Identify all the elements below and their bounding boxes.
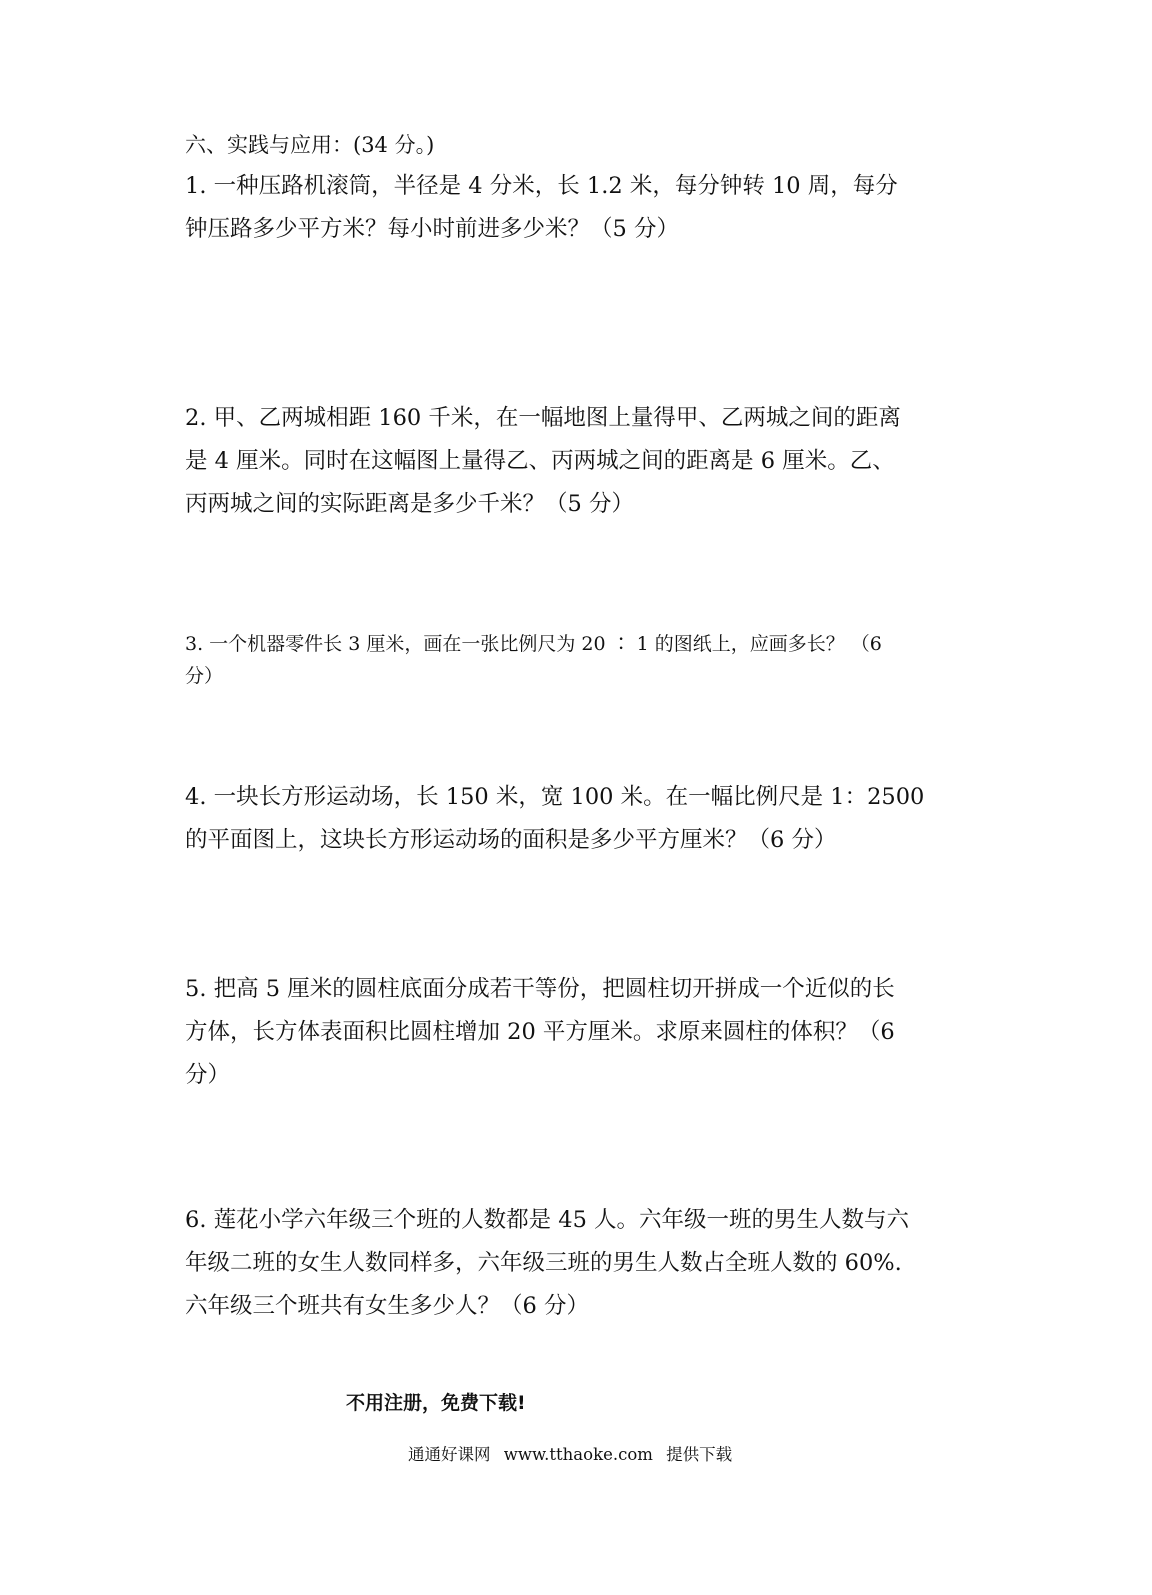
question-line: 6. 莲花小学六年级三个班的人数都是 45 人。六年级一班的男生人数与六 xyxy=(185,1207,910,1233)
question-line: 分） xyxy=(185,665,224,687)
question-line: 丙两城之间的实际距离是多少千米？（5 分） xyxy=(185,491,634,517)
free-download-note: 不用注册，免费下载! xyxy=(346,1392,526,1414)
question-line: 分） xyxy=(185,1062,231,1088)
question-line: 的平面图上，这块长方形运动场的面积是多少平方厘米？（6 分） xyxy=(185,827,837,853)
question-line: 1. 一种压路机滚筒，半径是 4 分米，长 1.2 米，每分钟转 10 周，每分 xyxy=(185,173,898,199)
section-title: 六、实践与应用：(34 分。) xyxy=(185,133,435,157)
question-line: 是 4 厘米。同时在这幅图上量得乙、丙两城之间的距离是 6 厘米。乙、 xyxy=(185,448,895,474)
footer-site-name: 通通好课网 xyxy=(408,1445,491,1464)
question-line: 3. 一个机器零件长 3 厘米，画在一张比例尺为 20 ∶ 1 的图纸上，应画多长？ （6 xyxy=(185,633,882,655)
question-line: 六年级三个班共有女生多少人？（6 分） xyxy=(185,1293,589,1319)
question-4 xyxy=(185,776,955,862)
question-5 xyxy=(185,968,955,1097)
question-line: 4. 一块长方形运动场，长 150 米，宽 100 米。在一幅比例尺是 1：2500 xyxy=(185,784,925,810)
section-heading xyxy=(185,131,955,159)
question-1 xyxy=(185,165,955,251)
question-line: 2. 甲、乙两城相距 160 千米，在一幅地图上量得甲、乙两城之间的距离 xyxy=(185,405,901,431)
question-2 xyxy=(185,397,955,526)
footer-suffix: 提供下载 xyxy=(666,1445,733,1464)
question-line: 年级二班的女生人数同样多，六年级三班的男生人数占全班人数的 60%. xyxy=(185,1250,902,1276)
footer-url-link[interactable]: www.tthaoke.com xyxy=(503,1445,653,1464)
question-3 xyxy=(185,628,955,692)
page-footer xyxy=(408,1443,732,1467)
question-line: 钟压路多少平方米？每小时前进多少米？（5 分） xyxy=(185,216,679,242)
question-line: 方体，长方体表面积比圆柱增加 20 平方厘米。求原来圆柱的体积？（6 xyxy=(185,1019,895,1045)
question-6 xyxy=(185,1199,955,1328)
question-line: 5. 把高 5 厘米的圆柱底面分成若干等份，把圆柱切开拼成一个近似的长 xyxy=(185,976,895,1002)
